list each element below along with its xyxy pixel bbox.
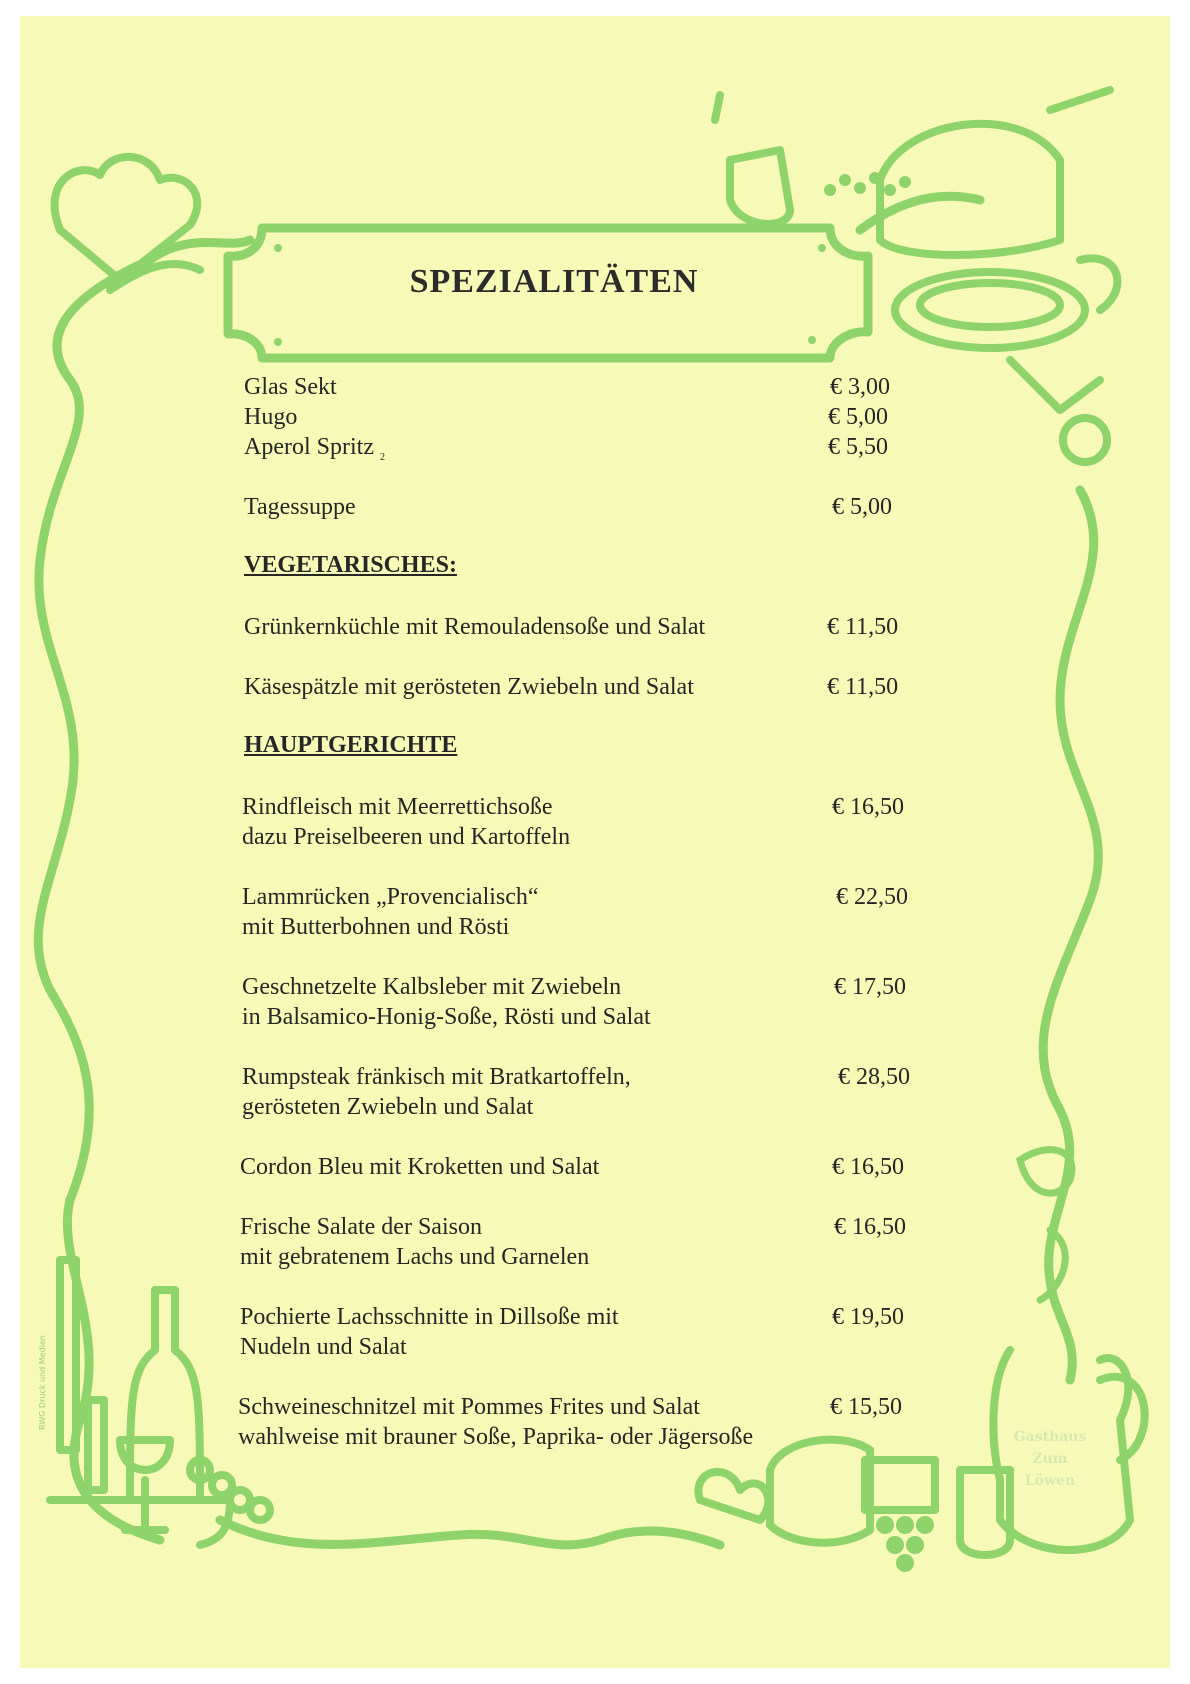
- menu-item-name: Schweineschnitzel mit Pommes Frites und Salat: [238, 1394, 700, 1420]
- menu-item-name: Frische Salate der Saison: [240, 1214, 482, 1240]
- menu-item-name: Rindfleisch mit Meerrettichsoße: [242, 794, 553, 820]
- menu-item-name: Hugo: [244, 404, 298, 430]
- menu-item-name: Tagessuppe: [244, 494, 356, 520]
- menu-item-price: € 5,00: [828, 404, 888, 430]
- menu-item-price: € 3,00: [830, 374, 890, 400]
- footnote-marker: 2: [379, 451, 385, 463]
- menu-item-name: Rumpsteak fränkisch mit Bratkartoffeln,: [242, 1064, 631, 1090]
- menu-item-name: Glas Sekt: [244, 374, 337, 400]
- printer-credit: RWG Druck und Medien: [38, 1335, 47, 1430]
- section-heading-vegetarian: VEGETARISCHES:: [244, 552, 457, 578]
- menu-item-price: € 5,50: [828, 434, 888, 460]
- menu-item-name: Geschnetzelte Kalbsleber mit Zwiebeln: [242, 974, 622, 1000]
- menu-item-description: Nudeln und Salat: [240, 1334, 407, 1360]
- menu-item-name: Lammrücken „Provencialisch“: [242, 884, 539, 910]
- menu-item-price: € 11,50: [827, 614, 899, 640]
- menu-item-description: gerösteten Zwiebeln und Salat: [242, 1094, 534, 1120]
- menu-item-price: € 22,50: [836, 884, 908, 910]
- menu-item-name: Cordon Bleu mit Kroketten und Salat: [240, 1154, 600, 1180]
- menu-item-description: mit gebratenem Lachs und Garnelen: [240, 1244, 590, 1270]
- menu-item-description: dazu Preiselbeeren und Kartoffeln: [242, 824, 571, 850]
- menu-item-price: € 28,50: [838, 1064, 910, 1090]
- restaurant-logo: Gasthaus Zum Löwen: [1013, 1429, 1087, 1489]
- menu-item-description: wahlweise mit brauner Soße, Paprika- oder Jägersoße: [238, 1424, 754, 1450]
- menu-item-price: € 5,00: [832, 494, 892, 520]
- menu-item-name: Aperol Spritz $_2$: [244, 434, 385, 463]
- menu-item-description: in Balsamico-Honig-Soße, Rösti und Salat: [242, 1004, 651, 1030]
- menu-item-price: € 15,50: [830, 1394, 902, 1420]
- menu-item-name: Käsespätzle mit gerösteten Zwiebeln und Salat: [244, 674, 694, 700]
- menu-item-price: € 11,50: [827, 674, 899, 700]
- menu-item-price: € 16,50: [832, 1154, 904, 1180]
- page-title: SPEZIALITÄTEN: [409, 263, 699, 300]
- menu-item-price: € 16,50: [832, 794, 904, 820]
- menu-item-price: € 16,50: [834, 1214, 906, 1240]
- menu-item-name: Grünkernküchle mit Remouladensoße und Salat: [244, 614, 706, 640]
- section-heading-main: HAUPTGERICHTE: [244, 732, 458, 758]
- menu-item-price: € 17,50: [834, 974, 906, 1000]
- menu-item-description: mit Butterbohnen und Rösti: [242, 914, 510, 940]
- menu-item-price: € 19,50: [832, 1304, 904, 1330]
- menu-item-name: Pochierte Lachsschnitte in Dillsoße mit: [240, 1304, 619, 1330]
